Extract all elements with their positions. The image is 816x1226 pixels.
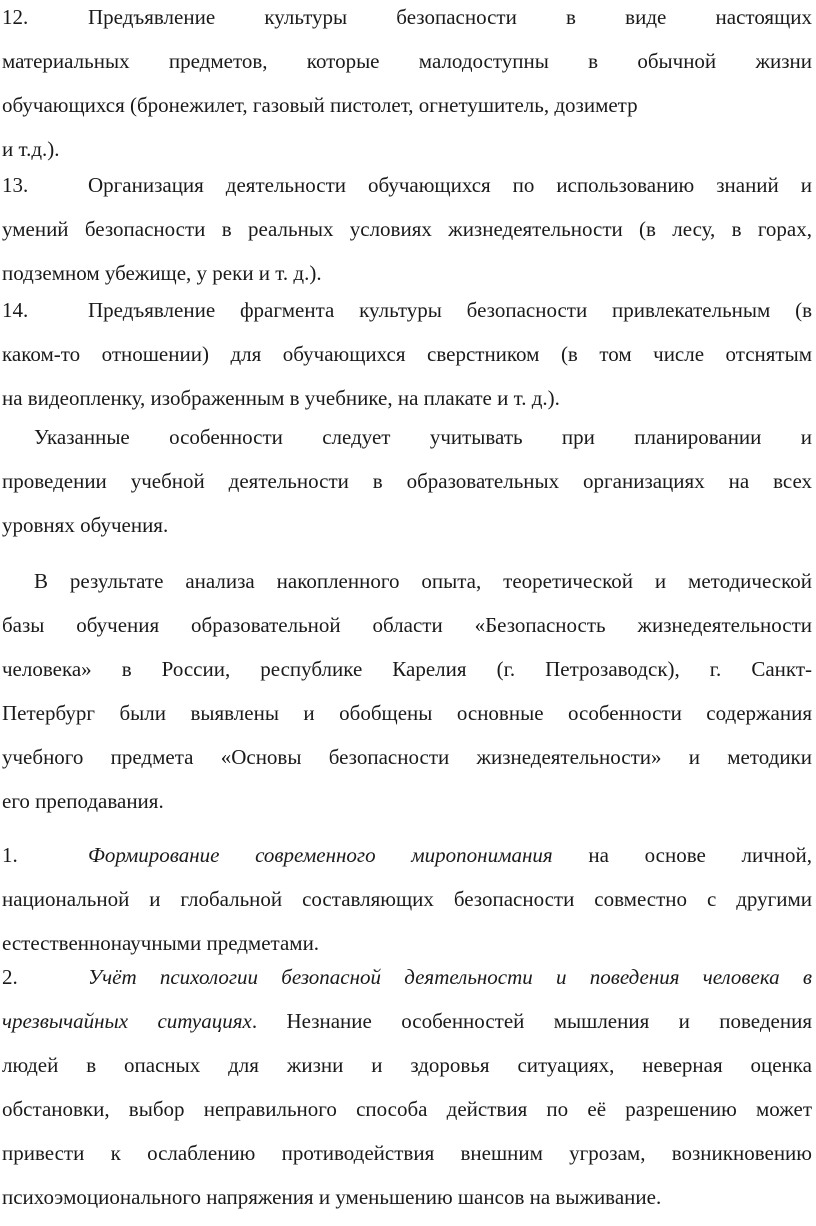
list-line: естественнонаучными предметами. <box>2 931 320 955</box>
list-line: и т.д.). <box>2 137 60 161</box>
paragraph-analysis <box>2 566 812 830</box>
feature-item-1 <box>2 840 812 972</box>
list-item-13 <box>2 170 812 302</box>
paragraph-line: проведении учебной деятельности в образовательных организациях на всех <box>2 469 812 493</box>
paragraph-considerations <box>2 422 812 554</box>
list-line: каком-то отношении) для обучающихся сверстником (в том числе отснятым <box>2 342 812 366</box>
feature-item-2 <box>2 962 812 1226</box>
item-number: 14. <box>2 298 29 322</box>
paragraph-line: В результате анализа накопленного опыта, теоретической и методической <box>34 569 812 593</box>
list-item-12 <box>2 2 812 178</box>
list-line: обучающихся (бронежилет, газовый пистолет, огнетушитель, дозиметр <box>2 93 638 117</box>
italic-term: Формирование современного миропонимания <box>88 843 553 867</box>
paragraph-line: уровнях обучения. <box>2 513 169 537</box>
list-line: привести к ослаблению противодействия внешним угрозам, возникновению <box>2 1141 812 1165</box>
list-line: психоэмоционального напряжения и уменьшению шансов на выживание. <box>2 1185 662 1209</box>
list-line: умений безопасности в реальных условиях жизнедеятельности (в лесу, в горах, <box>2 217 812 241</box>
item-number: 12. <box>2 5 29 29</box>
paragraph-line: человека» в России, республике Карелия (г. Петрозаводск), г. Санкт- <box>2 657 812 681</box>
item-number: 13. <box>2 173 29 197</box>
paragraph-line: его преподавания. <box>2 789 164 813</box>
italic-term: чрезвычайных ситуациях <box>2 1009 252 1033</box>
paragraph-line: Петербург были выявлены и обобщены основные особенности содержания <box>2 701 812 725</box>
list-line: на видеопленку, изображенным в учебнике, на плакате и т. д.). <box>2 386 560 410</box>
list-line: людей в опасных для жизни и здоровья ситуациях, неверная оценка <box>2 1053 812 1077</box>
item-number: 1. <box>2 843 18 867</box>
list-item-14 <box>2 295 812 427</box>
paragraph-line: учебного предмета «Основы безопасности жизнедеятельности» и методики <box>2 745 812 769</box>
italic-term: Учёт психологии безопасной деятельности и поведения человека в <box>88 965 812 989</box>
list-line: подземном убежище, у реки и т. д.). <box>2 261 322 285</box>
list-line: обстановки, выбор неправильного способа действия по её разрешению может <box>2 1097 812 1121</box>
list-line: 12. Предъявление культуры безопасности в виде настоящих <box>2 2 812 46</box>
list-line: 1. Формирование современного миропонимания на основе личной, <box>2 840 812 884</box>
list-line: чрезвычайных ситуациях. Незнание особенностей мышления и поведения <box>2 1009 812 1033</box>
paragraph-line: Указанные особенности следует учитывать при планировании и <box>34 425 812 449</box>
list-line: материальных предметов, которые малодоступны в обычной жизни <box>2 49 812 73</box>
paragraph-line: базы обучения образовательной области «Безопасность жизнедеятельности <box>2 613 812 637</box>
list-line: 13. Организация деятельности обучающихся по использованию знаний и <box>2 170 812 214</box>
list-line: 14. Предъявление фрагмента культуры безопасности привлекательным (в <box>2 295 812 339</box>
list-line <box>2 962 812 1006</box>
item-number: 2. <box>2 965 18 989</box>
list-line: национальной и глобальной составляющих безопасности совместно с другими <box>2 887 812 911</box>
